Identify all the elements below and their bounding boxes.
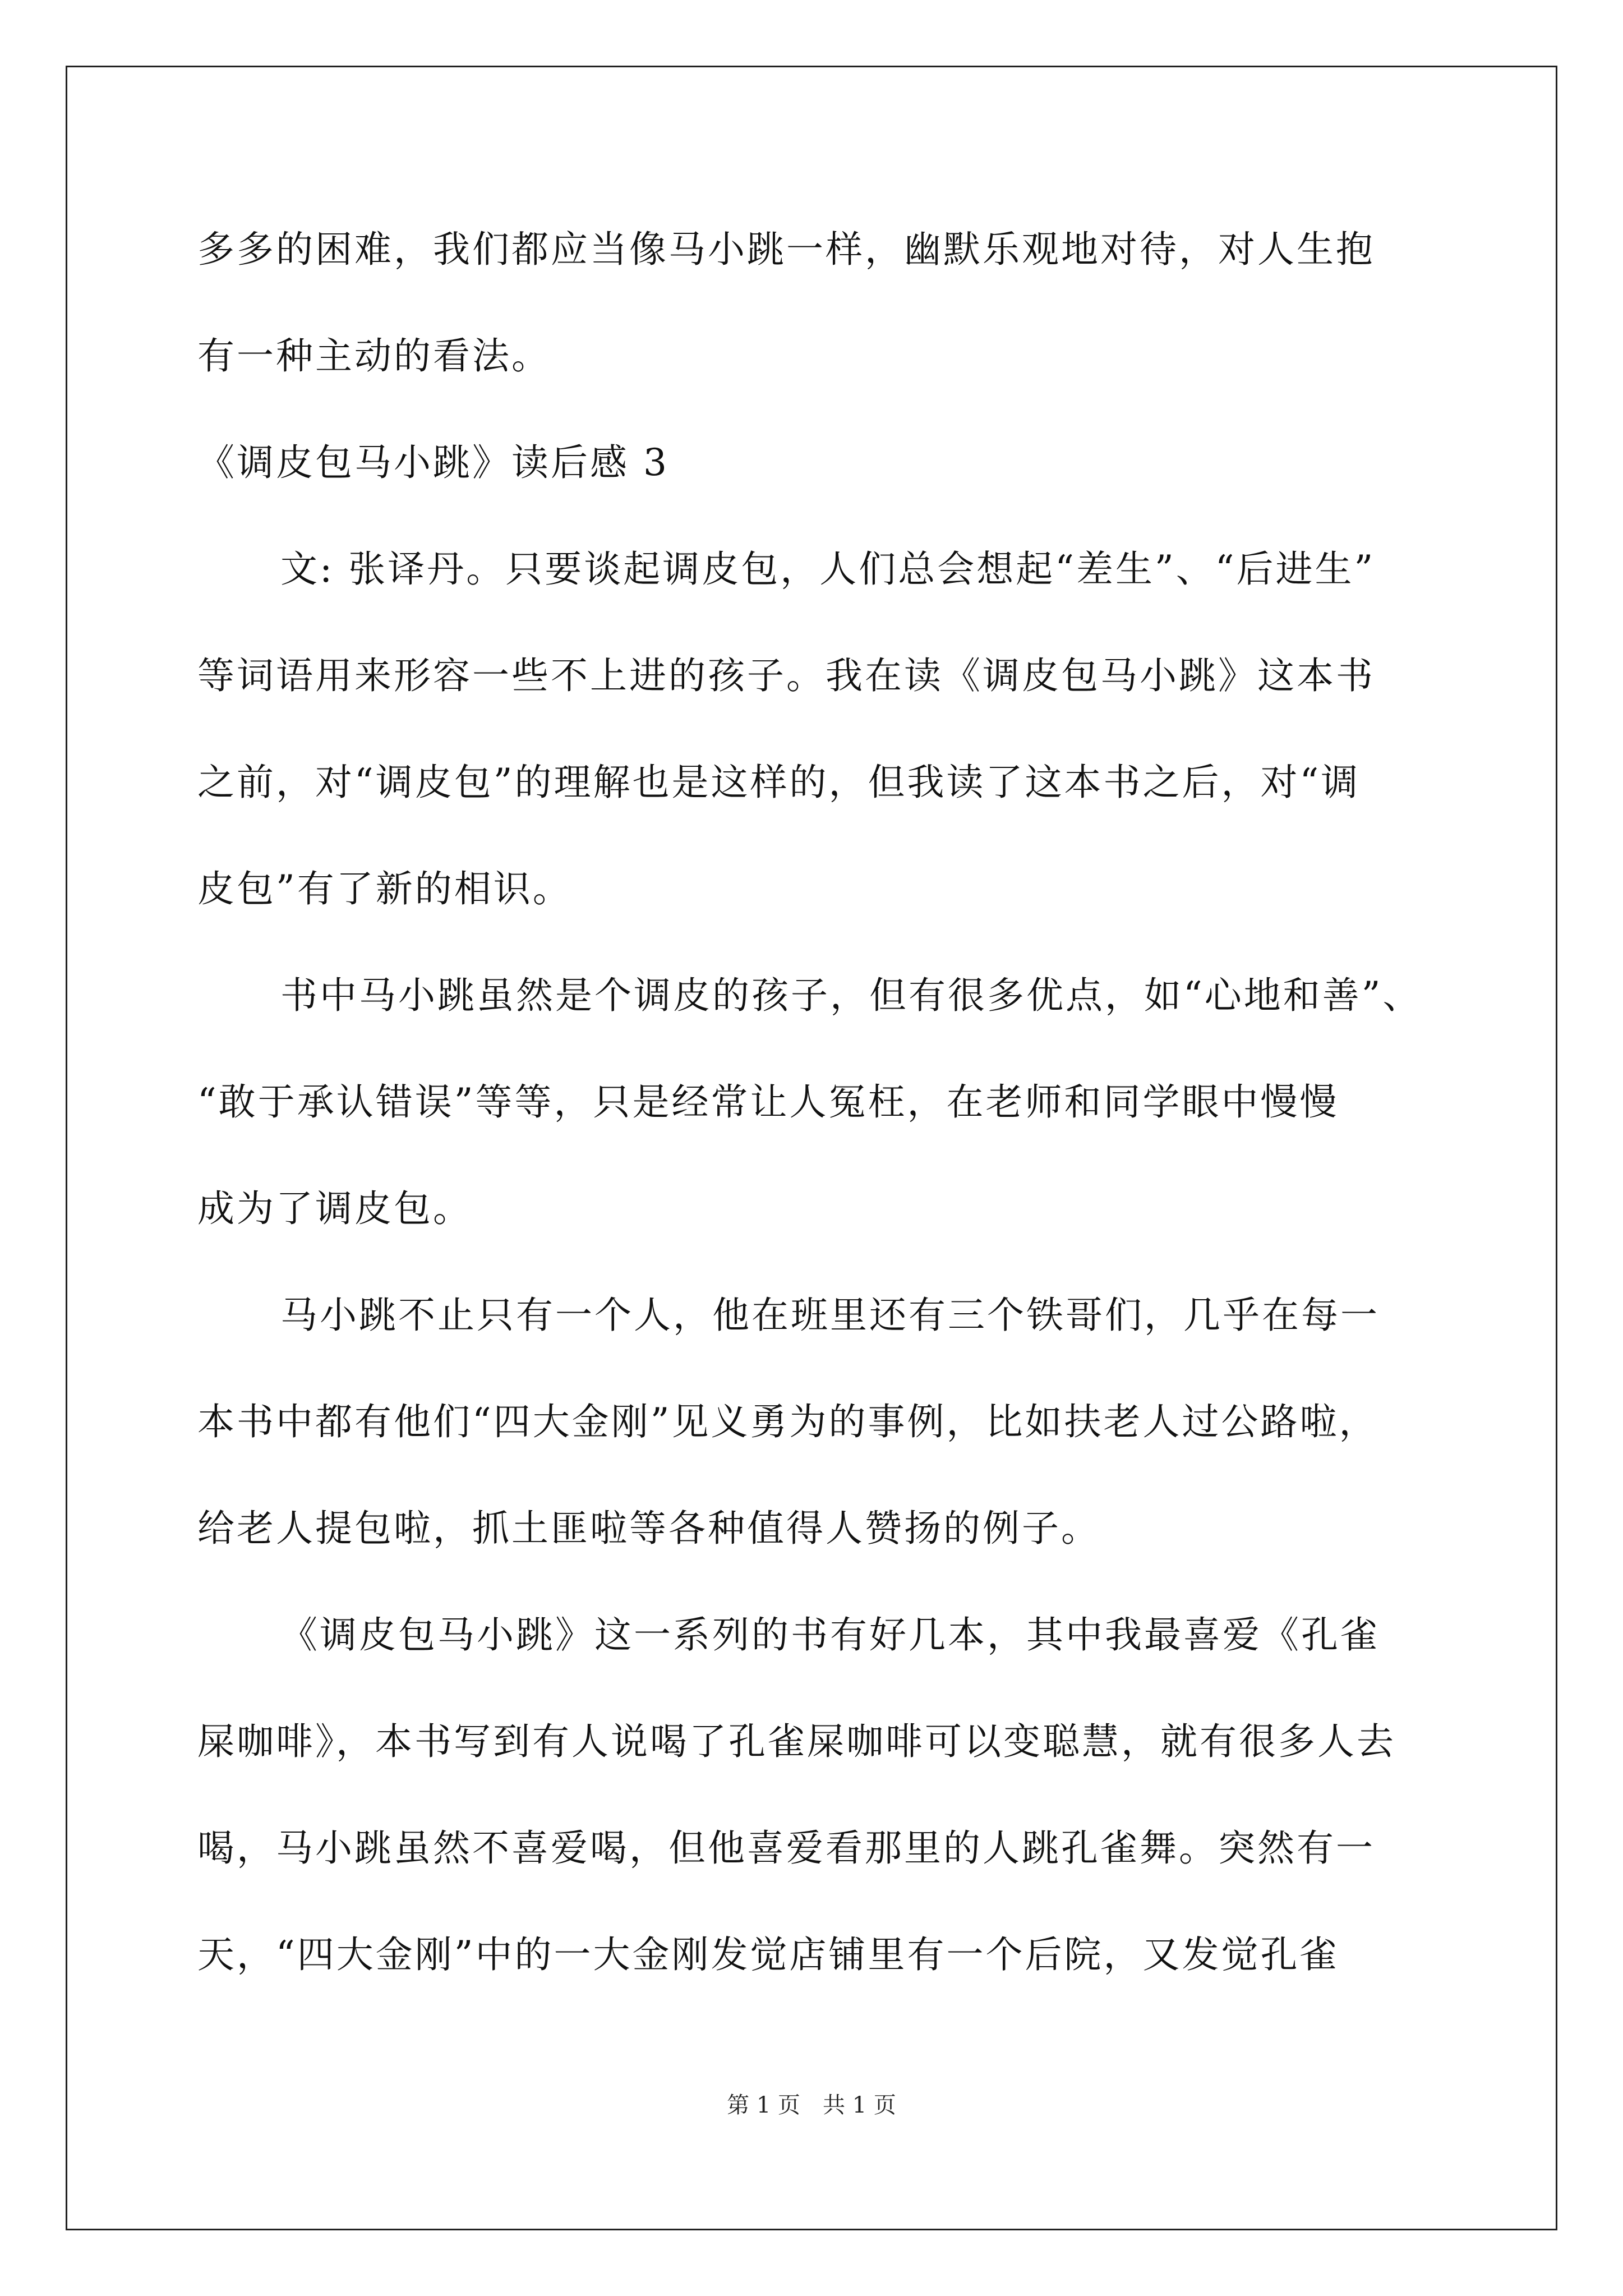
text-line: 等词语用来形容一些不上进的孩子。我在读《调皮包马小跳》这本书: [197, 654, 1375, 697]
text-line: 天，“四大金刚”中的一大金刚发觉店铺里有一个后院，又发觉孔雀: [197, 1933, 1339, 1976]
text-line: 多多的困难，我们都应当像马小跳一样，幽默乐观地对待，对人生抱: [197, 228, 1375, 271]
page-border: [66, 66, 1557, 2230]
text-line: 文: 张译丹。只要谈起调皮包，人们总会想起“差生”、“后进生”: [280, 547, 1376, 591]
text-line: 有一种主动的看法。: [197, 334, 551, 378]
text-line: 屎咖啡》，本书写到有人说喝了孔雀屎咖啡可以变聪慧，就有很多人去: [197, 1720, 1396, 1763]
text-line: 马小跳不止只有一个人，他在班里还有三个铁哥们，几乎在每一: [280, 1294, 1380, 1337]
text-line: 喝，马小跳虽然不喜爱喝，但他喜爱看那里的人跳孔雀舞。突然有一: [197, 1826, 1375, 1870]
text-line: 成为了调皮包。: [197, 1187, 472, 1230]
text-line: 书中马小跳虽然是个调皮的孩子，但有很多优点，如“心地和善”、: [280, 974, 1422, 1017]
text-line: 本书中都有他们“四大金刚”见义勇为的事例，比如扶老人过公路啦，: [197, 1400, 1378, 1443]
section-heading: 《调皮包马小跳》读后感 3: [197, 441, 669, 484]
text-line: 《调皮包马小跳》这一系列的书有好几本，其中我最喜爱《孔雀: [280, 1613, 1380, 1657]
text-line: 之前，对“调皮包”的理解也是这样的，但我读了这本书之后，对“调: [197, 761, 1361, 804]
page-number: 第 1 页 共 1 页: [727, 2092, 896, 2118]
text-line: 给老人提包啦，抓土匪啦等各种值得人赞扬的例子。: [197, 1507, 1100, 1550]
text-line: “敢于承认错误”等等，只是经常让人冤枉，在老师和同学眼中慢慢: [197, 1080, 1339, 1124]
text-line: 皮包”有了新的相识。: [197, 867, 572, 910]
